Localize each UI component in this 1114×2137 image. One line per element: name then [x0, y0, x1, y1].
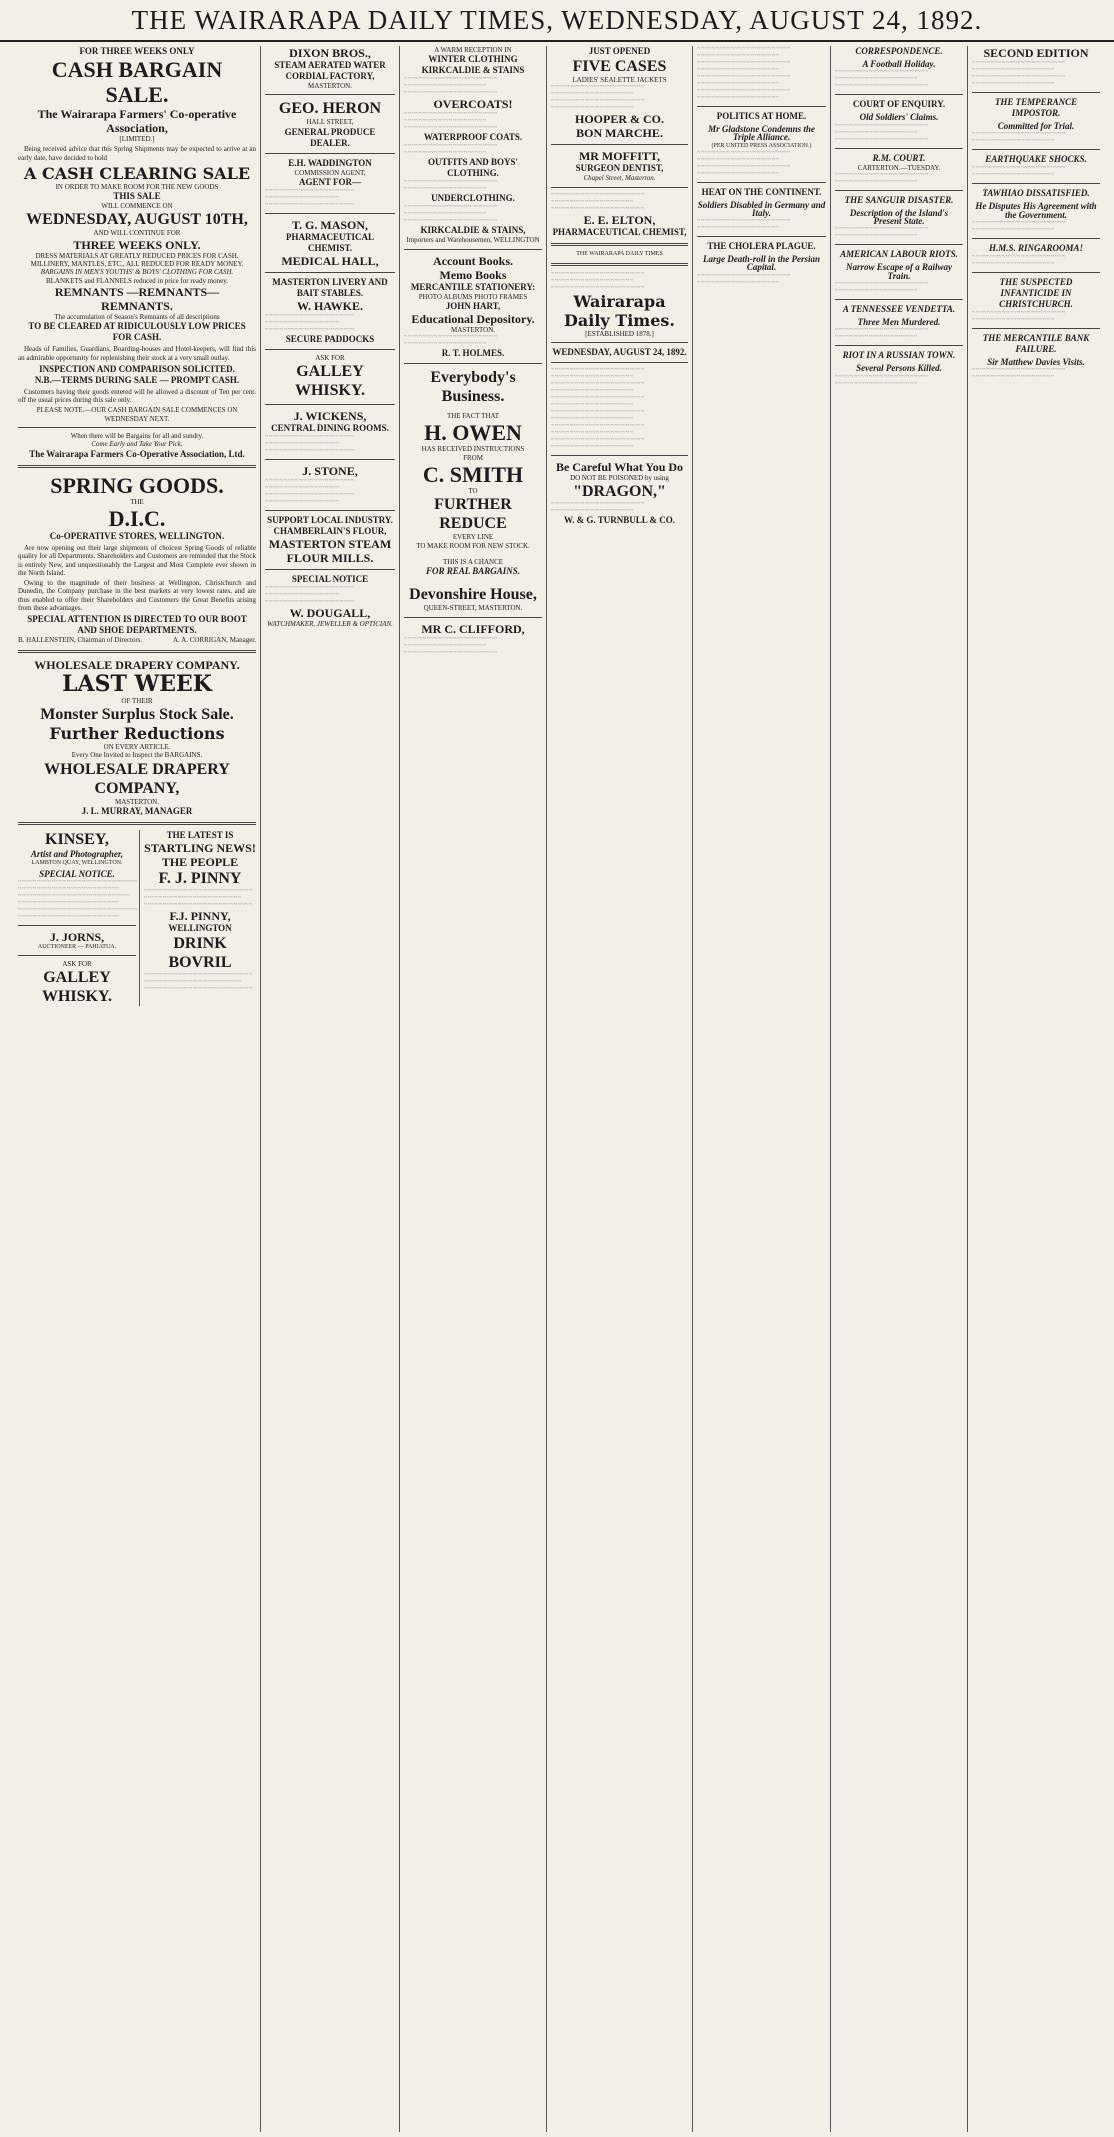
editorial-established: [ESTABLISHED 1878.] — [585, 329, 654, 338]
ad-dress: DRESS MATERIALS AT GREATLY REDUCED PRICES FOR CASH. — [35, 251, 239, 260]
ad-ask-for: ASK FOR — [62, 960, 92, 969]
news-large-heading: Large Death-roll in the Persian Capital. — [702, 254, 820, 273]
newspaper-page — [14, 46, 1104, 2132]
ad-sale-date: WEDNESDAY, AUGUST 10TH, — [26, 211, 248, 229]
ad-millinery: MILLINERY, MANTLES, ETC., ALL REDUCED FOR READY MONEY. — [30, 260, 244, 269]
ad-flour-mills: MASTERTON STEAM FLOUR MILLS. — [268, 537, 392, 566]
ad-every-article: ON EVERY ARTICLE. — [103, 742, 171, 751]
ad-memo: Memo Books — [439, 267, 507, 282]
ad-commission: COMMISSION AGENT, — [294, 168, 366, 177]
ad-moffitt: MR MOFFITT, — [578, 149, 661, 164]
ad-hooper: HOOPER & CO. — [575, 112, 664, 127]
ad-queen: QUEEN-STREET, MASTERTON. — [423, 604, 523, 613]
ad-jorns: J. JORNS, — [49, 930, 105, 945]
ad-chance: THIS IS A CHANCE — [442, 557, 504, 566]
ad-agent: AGENT FOR— — [298, 176, 362, 187]
column-5: ~~~~~~~~~~~~~~~~~~~~~~~~~ ~~~~~~~~~~~~~~~~~~~~~~ ~~~~~~~~~~~~~~~~~~~~~~~~~ ~~~~~~~~~~~~~~~~~~~~~~ ~~~~~~~~~~~~~~~~~~~~~~~~~ ~~~~~~~~~~~~~~~~~~~~~~ ~~~~~~~~~~~~~~~~~~~~~~~~~ ~~~~~~~~~~~~~~~~~~~~~~ POLITICS AT HOME. Mr Gladstone Condemns the Triple Alliance. (PER UNITED PRESS ASSOCIATION.) ~~~~~~~~~~~~~~~~~~~~~~~~~ ~~~~~~~~~~~~~~~~~~~~~~ ~~~~~~~~~~~~~~~~~~~~~~~~~ ~~~~~~~~~~~~~~~~~~~~~~ HEAT ON THE CONTINENT. Soldiers Disabled in Germany and Italy. ~~~~~~~~~~~~~~~~~~~~~~~~~ ~~~~~~~~~~~~~~~~~~~~~~ THE CHOLERA PLAGUE. Large Death-roll in the Persian Capital. ~~~~~~~~~~~~~~~~~~~~~~~~~ ~~~~~~~~~~~~~~~~~~~~~~ — [693, 46, 831, 2132]
ad-bon-marche: BON MARCHE. — [576, 126, 663, 141]
ad-merchant: GENERAL PRODUCE DEALER. — [284, 126, 376, 148]
ad-medical: MEDICAL HALL, — [281, 253, 379, 268]
ad-kirk: KIRKCALDIE & STAINS — [421, 65, 525, 76]
ad-chapel: Chapel Street, Masterton. — [583, 174, 656, 183]
ad-come: Come Early and Take Your Pick. — [91, 440, 183, 449]
ad-devonshire: Devonshire House, — [409, 586, 537, 604]
ad-poison: DO NOT BE POISONED by using — [570, 473, 669, 482]
ad-local: SUPPORT LOCAL INDUSTRY. — [267, 515, 393, 526]
ad-stationery: MERCANTILE STATIONERY: — [410, 281, 536, 292]
ad-surgeon: SURGEON DENTIST, — [575, 163, 664, 174]
ad-everybody: Everybody's Business. — [430, 369, 516, 406]
ad-from: FROM — [463, 453, 483, 462]
ad-the: THE — [130, 497, 144, 506]
ad-people: THE PEOPLE — [161, 854, 239, 869]
ad-john-hart: JOHN HART, — [445, 300, 501, 311]
ad-three-weeks: THREE WEEKS ONLY. — [73, 237, 201, 252]
ad-pinny-2: F.J. PINNY, — [169, 908, 231, 923]
ad-cleared: TO BE CLEARED AT RIDICULOUSLY LOW PRICES FOR CASH. — [28, 321, 246, 343]
ad-cordial: CORDIAL FACTORY, — [285, 71, 375, 81]
ad-clearing-sale: A CASH CLEARING SALE — [23, 163, 251, 183]
ad-heron: GEO. HERON — [278, 100, 382, 118]
ad-limited: [LIMITED.] — [119, 135, 155, 143]
news-bank-failure: THE MERCANTILE BANK FAILURE. — [982, 332, 1090, 354]
news-labour-riots: AMERICAN LABOUR RIOTS. — [840, 249, 958, 260]
ad-turnbull: W. & G. TURNBULL & CO. — [563, 515, 676, 526]
ad-wholesale-drapery-2: WHOLESALE DRAPERY COMPANY, — [44, 760, 230, 797]
ad-hawke: W. HAWKE. — [297, 298, 363, 313]
ad-holmes: R. T. HOLMES. — [441, 348, 505, 359]
ad-daily-times: THE WAIRARAPA DAILY TIMES — [576, 250, 663, 257]
news-correspondence: CORRESPONDENCE. — [855, 46, 943, 56]
ad-remnants: REMNANTS —REMNANTS— REMNANTS. — [54, 284, 220, 313]
ad-farmers-coop: The Wairarapa Farmers' Co-operative Association, — [37, 107, 237, 135]
ad-continue: AND WILL CONTINUE FOR — [93, 229, 181, 238]
news-several-killed: Several Persons Killed. — [856, 363, 942, 374]
news-committed: Committed for Trial. — [997, 121, 1075, 131]
ad-clifford: MR C. CLIFFORD, — [421, 621, 525, 636]
ad-dragon: "DRAGON," — [573, 483, 666, 501]
news-carterton: CARTERTON.—TUESDAY. — [857, 163, 941, 172]
ad-central: CENTRAL DINING ROOMS. — [271, 423, 389, 434]
ad-secure: SECURE PADDOCKS — [285, 333, 375, 344]
ad-edu-masterton: MASTERTON. — [451, 325, 495, 334]
news-court-enquiry: COURT OF ENQUIRY. — [852, 99, 946, 110]
ad-further: FURTHER REDUCE — [434, 496, 512, 533]
ad-winter: WINTER CLOTHING — [428, 54, 518, 65]
masthead — [0, 0, 1114, 42]
ad-artist: Artist and Photographer, — [30, 848, 124, 859]
ad-inspection: INSPECTION AND COMPARISON SOLICITED. — [39, 363, 235, 374]
ad-kinsey: KINSEY, — [45, 830, 109, 848]
ad-wickens: J. WICKENS, — [293, 409, 367, 424]
ad-hall: HALL STREET, — [306, 118, 354, 127]
news-cholera-heading: THE CHOLERA PLAGUE. — [707, 241, 816, 252]
ad-ladies: LADIES' SEALETTE JACKETS — [572, 76, 667, 84]
ad-album: PHOTO ALBUMS PHOTO FRAMES — [418, 292, 528, 301]
ad-footer: The Wairarapa Farmers Co-Operative Association, Ltd. — [29, 448, 245, 459]
ad-manager: J. L. MURRAY, MANAGER — [81, 805, 193, 816]
ad-this-sale: THIS SALE — [113, 191, 161, 202]
ad-make-room: TO MAKE ROOM FOR NEW STOCK. — [416, 541, 530, 550]
ad-further-reductions: Further Reductions — [49, 723, 225, 743]
ad-careful: Be Careful What You Do — [555, 459, 684, 474]
ad-intro: Being received advice that this Spring Shipments may be expected to arrive at an early date, have decided to hold — [18, 145, 256, 162]
ad-dixon-masterton: MASTERTON. — [308, 82, 352, 90]
ad-pinny: F. J. PINNY — [158, 869, 242, 887]
news-infanticide: THE SUSPECTED INFANTICIDE IN CHRISTCHURCH. — [999, 276, 1073, 309]
news-rm-court: R.M. COURT. — [872, 152, 926, 163]
news-second-edition: SECOND EDITION — [983, 46, 1089, 60]
ad-bargains: BARGAINS IN MEN'S YOUTHS' & BOYS' CLOTHING FOR CASH. — [40, 268, 234, 277]
editorial-date: WEDNESDAY, AUGUST 24, 1892. — [552, 346, 687, 357]
ad-masterton: MASTERTON. — [115, 797, 159, 806]
ad-special-notice: SPECIAL NOTICE — [291, 574, 369, 585]
ad-startling: STARTLING NEWS! — [144, 840, 256, 855]
ad-last-week: LAST WEEK — [62, 670, 212, 697]
ad-warm: A WARM RECEPTION IN — [434, 46, 512, 54]
ad-the-fact: THE FACT THAT — [446, 412, 500, 421]
ad-to: TO — [468, 487, 478, 496]
ad-elton: E. E. ELTON, — [583, 212, 656, 227]
ad-lambton: LAMBTON QUAY, WELLINGTON. — [31, 859, 123, 866]
ad-coop-stores: Co-OPERATIVE STORES, WELLINGTON. — [49, 530, 225, 541]
ad-real: FOR REAL BARGAINS. — [426, 566, 520, 577]
ad-invited: Every One Invited to Inspect the BARGAINS. — [71, 751, 203, 760]
ad-sig-right: A. A. CORRIGAN, Manager. — [172, 636, 256, 645]
ad-educational: Educational Depository. — [411, 311, 535, 326]
ad-importers: Importers and Warehousemen, WELLINGTON — [406, 236, 540, 245]
ad-sig-left: B. HALLENSTEIN, Chairman of Directors. — [18, 636, 143, 645]
ad-when: When there will be Bargains for all and sundry. — [70, 432, 204, 441]
column-4: JUST OPENED FIVE CASES LADIES' SEALETTE JACKETS ~~~~~~~~~~~~~~~~~~~~~~~~~ ~~~~~~~~~~~~~~~~~~~~~~ ~~~~~~~~~~~~~~~~~~~~~~~~~ ~~~~~~~~~~~~~~~~~~~~~~ HOOPER & CO. BON MARCHE. MR MOFFITT, SURGEON DENTIST, Chapel Street, Masterton. ~~~~~~~~~~~~~~~~~~~~~~~~~ ~~~~~~~~~~~~~~~~~~~~~~ ~~~~~~~~~~~~~~~~~~~~~~~~~ E. E. ELTON, PHARMACEUTICAL CHEMIST, THE WAIRARAPA DAILY TIMES ~~~~~~~~~~~~~~~~~~~~~~~~~ ~~~~~~~~~~~~~~~~~~~~~~ ~~~~~~~~~~~~~~~~~~~~~~~~~ Wairarapa Daily Times. [ESTABLISHED 1878.] WEDNESDAY, AUGUST 24, 1892. ~~~~~~~~~~~~~~~~~~~~~~~~~ ~~~~~~~~~~~~~~~~~~~~~~ ~~~~~~~~~~~~~~~~~~~~~~~~~ ~~~~~~~~~~~~~~~~~~~~~~ ~~~~~~~~~~~~~~~~~~~~~~~~~ ~~~~~~~~~~~~~~~~~~~~~~ ~~~~~~~~~~~~~~~~~~~~~~~~~ ~~~~~~~~~~~~~~~~~~~~~~ ~~~~~~~~~~~~~~~~~~~~~~~~~ ~~~~~~~~~~~~~~~~~~~~~~ ~~~~~~~~~~~~~~~~~~~~~~~~~ ~~~~~~~~~~~~~~~~~~~~~~ Be Careful What You Do DO NOT BE POISONED by using "DRAGON," ~~~~~~~~~~~~~~~~~~~~~~~~~ ~~~~~~~~~~~~~~~~~~~~~~ W. & G. TURNBULL & CO. — [547, 46, 693, 2132]
ad-cash-bargain-sale: CASH BARGAIN SALE. — [51, 57, 223, 107]
ad-five-cases: FIVE CASES — [572, 58, 667, 75]
column-6: CORRESPONDENCE. A Football Holiday. ~~~~~~~~~~~~~~~~~~~~~~~~~ ~~~~~~~~~~~~~~~~~~~~~~ ~~~~~~~~~~~~~~~~~~~~~~~~~ COURT OF ENQUIRY. Old Soldiers' Claims. ~~~~~~~~~~~~~~~~~~~~~~~~~ ~~~~~~~~~~~~~~~~~~~~~~ ~~~~~~~~~~~~~~~~~~~~~~~~~ R.M. COURT. CARTERTON.—TUESDAY. ~~~~~~~~~~~~~~~~~~~~~~~~~ ~~~~~~~~~~~~~~~~~~~~~~ THE SANGUIR DISASTER. Description of the Island's Present State. ~~~~~~~~~~~~~~~~~~~~~~~~~ ~~~~~~~~~~~~~~~~~~~~~~ AMERICAN LABOUR RIOTS. Narrow Escape of a Railway Train. ~~~~~~~~~~~~~~~~~~~~~~~~~ ~~~~~~~~~~~~~~~~~~~~~~ A TENNESSEE VENDETTA. Three Men Murdered. ~~~~~~~~~~~~~~~~~~~~~~~~~ ~~~~~~~~~~~~~~~~~~~~~~ RIOT IN A RUSSIAN TOWN. Several Persons Killed. ~~~~~~~~~~~~~~~~~~~~~~~~~ ~~~~~~~~~~~~~~~~~~~~~~ — [831, 46, 968, 2132]
ad-csmith: C. SMITH — [422, 462, 524, 488]
ad-galley: GALLEY WHISKY. — [294, 363, 366, 400]
news-vendetta: A TENNESSEE VENDETTA. — [842, 304, 956, 315]
ad-commence: WILL COMMENCE ON — [101, 202, 173, 211]
ad-chamberlain: CHAMBERLAIN'S FLOUR, — [273, 526, 387, 537]
ad-owen: H. OWEN — [424, 420, 522, 446]
ad-please-note: PLEASE NOTE.—OUR CASH BARGAIN SALE COMMENCES ON WEDNESDAY NEXT. — [36, 406, 238, 423]
ad-waddington: E.H. WADDINGTON — [288, 157, 372, 168]
ad-stone: J. STONE, — [302, 464, 358, 479]
news-politics-heading: POLITICS AT HOME. — [716, 111, 807, 121]
ad-dic: D.I.C. — [108, 505, 166, 531]
ad-remnants-sub: The accumulation of Season's Remnants of all descriptions — [54, 312, 220, 321]
ad-outfits: OUTFITS AND BOYS' CLOTHING. — [427, 157, 519, 179]
ad-wholesale-drapery: WHOLESALE DRAPERY COMPANY. — [34, 657, 240, 672]
newspaper-title: THE WAIRARAPA DAILY TIMES, WEDNESDAY, AUGUST 24, 1892. — [131, 5, 983, 35]
news-football: A Football Holiday. — [862, 59, 936, 69]
ad-every-line: EVERY LINE — [452, 533, 494, 542]
news-heat-heading: HEAT ON THE CONTINENT. — [701, 186, 822, 197]
ad-steam: STEAM AERATED WATER — [274, 60, 386, 70]
news-three-men: Three Men Murdered. — [857, 317, 941, 328]
ad-galley-whisky: GALLEY WHISKY. — [41, 969, 113, 1006]
column-1: FOR THREE WEEKS ONLY CASH BARGAIN SALE. The Wairarapa Farmers' Co-operative Association, [LIMITED.] Being received advice that this Spring Shipments may be expected to arrive at an early date, have decided to hold A CASH CLEARING SALE IN ORDER TO MAKE ROOM FOR THE NEW GOODS THIS SALE WILL COMMENCE ON WEDNESDAY, AUGUST 10TH, AND WILL CONTINUE FOR THREE WEEKS ONLY. DRESS MATERIALS AT GREATLY REDUCED PRICES FOR CASH. MILLINERY, MANTLES, ETC., ALL REDUCED FOR READY MONEY. BARGAINS IN MEN'S YOUTHS' & BOYS' CLOTHING FOR CASH. BLANKETS and FLANNELS reduced in price for ready money. REMNANTS —REMNANTS— REMNANTS. The accumulation of Season's Remnants of all descriptions TO BE CLEARED AT RIDICULOUSLY LOW PRICES FOR CASH. Heads of Families, Guardians, Boarding-houses and Hotel-keepers, will find this an admirable opportunity for replenishing their stock at a very small outlay. INSPECTION AND COMPARISON SOLICITED. N.B.—TERMS DURING SALE — PROMPT CASH. Customers having their goods entered will be allowed a discount of Ten per cent. off the usual prices during this sale only. PLEASE NOTE.—OUR CASH BARGAIN SALE COMMENCES ON WEDNESDAY NEXT. When there will be Bargains for all and sundry. Come Early and Take Your Pick. The Wairarapa Farmers Co-Operative Association, Ltd. SPRING GOODS. THE D.I.C. Co-OPERATIVE STORES, WELLINGTON. Are now opening out their large shipments of choicest Spring Goods of reliable quality for all Departments. Shareholders and Customers are reminded that the Stock is entirely New, and unquestionably the Largest and Most Complete ever shown in the North Island. Owing to the magnitude of their business at Wellington, Christchurch and Dunedin, the Company purchase in the best markets at very lowest rates, and are thus enabled to offer their Shareholders and Customers the Great Benefits arising from these advantages. SPECIAL ATTENTION IS DIRECTED TO OUR BOOT AND SHOE DEPARTMENTS. B. HALLENSTEIN, Chairman of Directors. A. A. CORRIGAN, Manager. WHOLESALE DRAPERY COMPANY. LAST WEEK OF THEIR Monster Surplus Stock Sale. Further Reductions ON EVERY ARTICLE. Every One Invited to Inspect the BARGAINS. WHOLESALE DRAPERY COMPANY, MASTERTON. J. L. MURRAY, MANAGER KINSEY, Artist and Photographer, LAMBTON QUAY, WELLINGTON. SPECIAL NOTICE. ~~~~~~~~~~~~~~~~~~~~~~~~~~~~~~~~ ~~~~~~~~~~~~~~~~~~~~~~~~~~~ ~~~~~~~~~~~~~~~~~~~~~~~~~~~~~~ ~~~~~~~~~~~~~~~~~~~~~~~~~~~ ~~~~~~~~~~~~~~~~~~~~~~~~~~~~~~~~ ~~~~~~~~~~~~~~~~~~~~~~~~~~~ J. JORNS, AUCTIONEER — PAHIATUA. ASK FOR GALLEY WHISKY. THE LATEST IS STARTLING NEWS! THE PEOPLE F. J. PINNY ~~~~~~~~~~~~~~~~~~~~~~~~~~~~~ ~~~~~~~~~~~~~~~~~~~~~~~~~~ ~~~~~~~~~~~~~~~~~~~~~~~~~~~~~ F.J. PINNY, WELLINGTON DRINK BOVRIL ~~~~~~~~~~~~~~~~~~~~~~~~~~~~~ ~~~~~~~~~~~~~~~~~~~~~~~~~~ ~~~~~~~~~~~~~~~~~~~~~~~~~~~~~ — [14, 46, 261, 2132]
editorial-masthead: Wairarapa Daily Times. — [564, 291, 675, 330]
news-earthquake: EARTHQUAKE SHOCKS. — [985, 154, 1087, 165]
ad-watchmaker: WATCHMAKER, JEWELLER & OPTICIAN. — [267, 620, 393, 629]
news-soldiers-heading: Soldiers Disabled in Germany and Italy. — [697, 199, 826, 218]
ad-auctioneer: AUCTIONEER — PAHIATUA. — [37, 944, 117, 951]
ad-wellington: WELLINGTON — [168, 922, 232, 933]
ad-underclothing: UNDERCLOTHING. — [431, 193, 515, 204]
ad-three-weeks-header: FOR THREE WEEKS ONLY — [79, 46, 195, 56]
column-3: A WARM RECEPTION IN WINTER CLOTHING KIRKCALDIE & STAINS ~~~~~~~~~~~~~~~~~~~~~~~~~ ~~~~~~~~~~~~~~~~~~~~~~ ~~~~~~~~~~~~~~~~~~~~~~~~~ OVERCOATS! ~~~~~~~~~~~~~~~~~~~~~~~~~ ~~~~~~~~~~~~~~~~~~~~~~ ~~~~~~~~~~~~~~~~~~~~~~~~~ WATERPROOF COATS. ~~~~~~~~~~~~~~~~~~~~~~~~~ ~~~~~~~~~~~~~~~~~~~~~~ OUTFITS AND BOYS' CLOTHING. ~~~~~~~~~~~~~~~~~~~~~~~~~ ~~~~~~~~~~~~~~~~~~~~~~ UNDERCLOTHING. ~~~~~~~~~~~~~~~~~~~~~~~~~ ~~~~~~~~~~~~~~~~~~~~~~ ~~~~~~~~~~~~~~~~~~~~~~~~~ KIRKCALDIE & STAINS, Importers and Warehousemen, WELLINGTON Account Books. Memo Books MERCANTILE STATIONERY: PHOTO ALBUMS PHOTO FRAMES JOHN HART, Educational Depository. MASTERTON. ~~~~~~~~~~~~~~~~~~~~~~~~~ ~~~~~~~~~~~~~~~~~~~~~~ R. T. HOLMES. Everybody's Business. THE FACT THAT H. OWEN HAS RECEIVED INSTRUCTIONS FROM C. SMITH TO FURTHER REDUCE EVERY LINE TO MAKE ROOM FOR NEW STOCK. THIS IS A CHANCE FOR REAL BARGAINS. Devonshire House, QUEEN-STREET, MASTERTON. MR C. CLIFFORD, ~~~~~~~~~~~~~~~~~~~~~~~~~ ~~~~~~~~~~~~~~~~~~~~~~ ~~~~~~~~~~~~~~~~~~~~~~~~~ — [400, 46, 547, 2132]
ad-monster-sale: Monster Surplus Stock Sale. — [40, 705, 234, 723]
news-railway-escape: Narrow Escape of a Railway Train. — [845, 262, 952, 281]
ad-elton-pharm: PHARMACEUTICAL CHEMIST, — [552, 226, 687, 237]
ad-kinsey-special: SPECIAL NOTICE. — [39, 868, 115, 879]
news-press-1: (PER UNITED PRESS ASSOCIATION.) — [711, 142, 812, 149]
ad-pharm: PHARMACEUTICAL CHEMIST. — [285, 231, 374, 253]
news-tawhiao: TAWHIAO DISSATISFIED. — [982, 188, 1090, 199]
ad-ask: ASK FOR — [315, 353, 345, 362]
ad-just-opened: JUST OPENED — [588, 46, 651, 56]
ad-customers: Customers having their goods entered will be allowed a discount of Ten per cent. off the usual prices during this sale only. — [18, 387, 256, 405]
ad-kirk-2: KIRKCALDIE & STAINS, — [420, 225, 526, 236]
ad-account: Account Books. — [432, 253, 513, 268]
ad-dic-body: Are now opening out their large shipments of choicest Spring Goods of reliable quality for all Departments. Shareholders and Customers are reminded that the Stock is entirely New, and unquestionably the Largest and Most Complete ever shown in the North Island. — [18, 543, 256, 577]
news-old-soldiers: Old Soldiers' Claims. — [859, 112, 939, 123]
ad-mason: T. G. MASON, — [291, 217, 369, 232]
ad-order: IN ORDER TO MAKE ROOM FOR THE NEW GOODS — [55, 182, 219, 191]
news-temperance: THE TEMPERANCE IMPOSTOR. — [994, 97, 1078, 118]
ad-dic-body2: Owing to the magnitude of their business at Wellington, Christchurch and Dunedin, the Company purchase in the best markets at very lowest rates, and are thus enabled to offer their Shareholders and Customers the Great Benefits arising from these advantages. — [18, 579, 256, 613]
ad-special-attention: SPECIAL ATTENTION IS DIRECTED TO OUR BOOT AND SHOE DEPARTMENTS. — [27, 614, 247, 636]
ad-latest: THE LATEST IS — [166, 829, 234, 840]
news-sanguir: THE SANGUIR DISASTER. — [844, 194, 954, 205]
ad-received: HAS RECEIVED INSTRUCTIONS — [421, 445, 525, 454]
news-disputes: He Disputes His Agreement with the Government. — [975, 201, 1097, 220]
news-island: Description of the Island's Present State. — [849, 207, 949, 227]
ad-of-their: OF THEIR — [121, 696, 153, 705]
news-gladstone-heading: Mr Gladstone Condemns the Triple Alliance. — [708, 124, 815, 143]
ad-overcoats: OVERCOATS! — [433, 97, 513, 112]
news-davies: Sir Matthew Davies Visits. — [987, 356, 1085, 367]
ad-dougall: W. DOUGALL, — [289, 606, 371, 621]
ad-terms: N.B.—TERMS DURING SALE — PROMPT CASH. — [34, 374, 240, 385]
column-7: SECOND EDITION ~~~~~~~~~~~~~~~~~~~~~~~~~ ~~~~~~~~~~~~~~~~~~~~~~ ~~~~~~~~~~~~~~~~~~~~~~~~~ ~~~~~~~~~~~~~~~~~~~~~~ THE TEMPERANCE IMPOSTOR. Committed for Trial. ~~~~~~~~~~~~~~~~~~~~~~~~~ ~~~~~~~~~~~~~~~~~~~~~~ EARTHQUAKE SHOCKS. ~~~~~~~~~~~~~~~~~~~~~~~~~ ~~~~~~~~~~~~~~~~~~~~~~ TAWHIAO DISSATISFIED. He Disputes His Agreement with the Government. ~~~~~~~~~~~~~~~~~~~~~~~~~ ~~~~~~~~~~~~~~~~~~~~~~ H.M.S. RINGAROOMA! ~~~~~~~~~~~~~~~~~~~~~~~~~ ~~~~~~~~~~~~~~~~~~~~~~ THE SUSPECTED INFANTICIDE IN CHRISTCHURCH. ~~~~~~~~~~~~~~~~~~~~~~~~~ ~~~~~~~~~~~~~~~~~~~~~~ THE MERCANTILE BANK FAILURE. Sir Matthew Davies Visits. ~~~~~~~~~~~~~~~~~~~~~~~~~ ~~~~~~~~~~~~~~~~~~~~~~ — [968, 46, 1104, 2132]
news-hms: H.M.S. RINGAROOMA! — [988, 242, 1084, 253]
ad-dixon: DIXON BROS., — [289, 46, 371, 60]
ad-heads: Heads of Families, Guardians, Boarding-houses and Hotel-keepers, will find this an admirable opportunity for replenishing their stock at a very small outlay. — [18, 345, 256, 362]
news-russian-riot: RIOT IN A RUSSIAN TOWN. — [842, 350, 956, 361]
ad-livery: MASTERTON LIVERY AND BAIT STABLES. — [272, 276, 388, 298]
ad-blankets: BLANKETS and FLANNELS reduced in price for ready money. — [45, 276, 229, 285]
ad-waterproof: WATERPROOF COATS. — [423, 132, 523, 143]
column-2: DIXON BROS., STEAM AERATED WATER CORDIAL FACTORY, MASTERTON. GEO. HERON HALL STREET, GENERAL PRODUCE DEALER. E.H. WADDINGTON COMMISSION AGENT, AGENT FOR— ~~~~~~~~~~~~~~~~~~~~~~~~ ~~~~~~~~~~~~~~~~~~~~ ~~~~~~~~~~~~~~~~~~~~~~~~ T. G. MASON, PHARMACEUTICAL CHEMIST. MEDICAL HALL, MASTERTON LIVERY AND BAIT STABLES. W. HAWKE. ~~~~~~~~~~~~~~~~~~~~~~~~ ~~~~~~~~~~~~~~~~~~~~ ~~~~~~~~~~~~~~~~~~~~~~~~ SECURE PADDOCKS ASK FOR GALLEY WHISKY. J. WICKENS, CENTRAL DINING ROOMS. ~~~~~~~~~~~~~~~~~~~~~~~~ ~~~~~~~~~~~~~~~~~~~~ ~~~~~~~~~~~~~~~~~~~~~~~~ J. STONE, ~~~~~~~~~~~~~~~~~~~~~~~~ ~~~~~~~~~~~~~~~~~~~~ ~~~~~~~~~~~~~~~~~~~~~~~~ ~~~~~~~~~~~~~~~~~~~~ SUPPORT LOCAL INDUSTRY. CHAMBERLAIN'S FLOUR, MASTERTON STEAM FLOUR MILLS. SPECIAL NOTICE ~~~~~~~~~~~~~~~~~~~~~~~~ ~~~~~~~~~~~~~~~~~~~~ ~~~~~~~~~~~~~~~~~~~~~~~~ W. DOUGALL, WATCHMAKER, JEWELLER & OPTICIAN. — [261, 46, 400, 2132]
ad-spring-goods: SPRING GOODS. — [50, 472, 224, 498]
ad-drink-bovril: DRINK BOVRIL — [168, 934, 232, 971]
